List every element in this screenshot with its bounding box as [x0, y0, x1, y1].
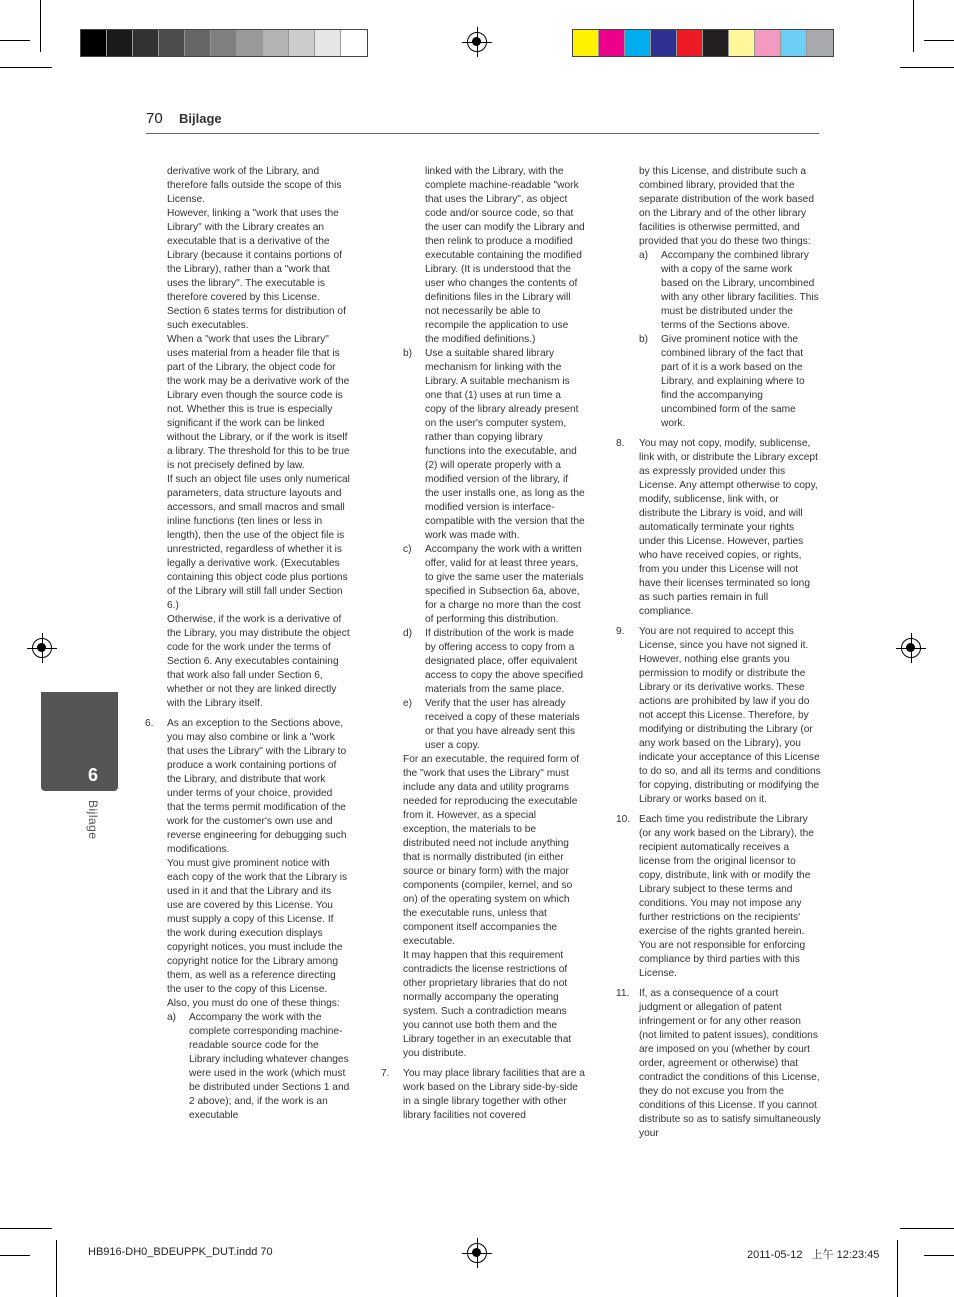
section-title: Bijlage [179, 111, 222, 126]
sub-item [639, 333, 821, 431]
paragraph: derivative work of the Library, and therefore falls outside the scope of this License. [167, 166, 342, 205]
crop-mark [913, 0, 914, 52]
item-letter: a) [639, 250, 649, 261]
item-text: Accompany the work with a written offer, valid for at least three years, to give the same user the materials specified in Subsection 6a, above, for a charge no more than the cost of performing this distribution. [425, 544, 584, 625]
item-text: Give prominent notice with the combined library of the fact that part of it is a work based on the Library, and explaining where to find the accompanying uncombined form of the same work. [661, 334, 805, 429]
text-column-1 [145, 165, 350, 1123]
paragraph: When a "work that uses the Library" uses material from a header file that is part of the Library, the object code for the work may be a derivative work of the Library even though the source code is not. Whether this is true is especially significant if the work can be linked without the Library, or if the work is itself a library. The threshold for this to be true is not precisely defined by law. [167, 334, 350, 471]
crop-mark [0, 1255, 30, 1256]
header-rule [146, 133, 819, 134]
registration-mark-icon [901, 638, 921, 658]
item-text: Use a suitable shared library mechanism for linking with the Library. A suitable mechanism is one that (1) uses at run time a copy of the library already present on the user's computer system, rather than copying library functions into the executable, and (2) will operate properly with a modified version of the library, if the user installs one, as long as the modified version is interface-compatible with the version that the work was made with. [425, 348, 585, 541]
list-item [616, 987, 821, 1141]
item-number: 11. [616, 988, 630, 999]
list-item [616, 813, 821, 981]
item-letter: b) [403, 348, 413, 359]
page-number: 70 [146, 110, 163, 127]
process-color-bar [572, 29, 834, 57]
text-column-3 [616, 165, 821, 1141]
gray-color-bar [80, 29, 368, 57]
sub-item [403, 627, 585, 697]
sub-item [403, 347, 585, 543]
paragraph: Otherwise, if the work is a derivative of the Library, you may distribute the object code for the work under the terms of Section 6. Any executables containing that work also fall under Section 6, whether or not they are linked directly with the Library itself. [167, 614, 350, 709]
item-number: 7. [381, 1068, 390, 1079]
item-text: Verify that the user has already received a copy of these materials or that you have already sent this user a copy. [425, 698, 580, 751]
crop-mark [924, 1255, 954, 1256]
paragraph: linked with the Library, with the complete machine-readable "work that uses the Library", as object code and/or source code, so that the user can modify the Library and then relink to produce a modified executable containing the modified Library. (It is understood that the user who changes the contents of definitions files in the Library will not necessarily be able to recompile the application to use the modified definitions.) [425, 166, 585, 345]
item-text: If, as a consequence of a court judgment or allegation of patent infringement or for any other reason (not limited to patent issues), conditions are imposed on you (whether by court order, agreement or otherwise) that contradict the conditions of this License, they do not excuse you from the conditions of this License. If you cannot distribute so as to satisfy simultaneously your [639, 988, 821, 1139]
list-item [616, 625, 821, 807]
text-column-2 [381, 165, 585, 1123]
item-number: 6. [145, 718, 154, 729]
paragraph: As an exception to the Sections above, you may also combine or link a "work that uses the Library" with the Library to produce a work containing portions of the Library, and distribute that work under terms of your choice, provided that the terms permit modification of the work for the customer's own use and reverse engineering for debugging such modifications. [167, 718, 347, 855]
registration-mark-icon [467, 1243, 487, 1263]
item-letter: c) [403, 544, 412, 555]
item-text: If distribution of the work is made by offering access to copy from a designated place, offer equivalent access to copy the above specified materials from the same place. [425, 628, 584, 695]
item-text: Accompany the work with the complete corresponding machine-readable source code for the Library including whatever changes were used in the work (which must be distributed under Sections 1 and 2 above); and, if the work is an executable [189, 1012, 350, 1121]
paragraph: For an executable, the required form of the "work that uses the Library" must include any data and utility programs needed for reproducing the executable from it. However, as a special exception, the materials to be distributed need not include anything that is normally distributed (in either source or binary form) with the major components (compiler, kernel, and so on) of the operating system on which the executable runs, unless that component itself accompanies the executable. [403, 754, 580, 947]
item-text: Accompany the combined library with a copy of the same work based on the Library, uncombined with any other library facilities. This must be distributed under the terms of the Sections above. [661, 250, 819, 331]
crop-mark [897, 1240, 898, 1297]
paragraph: However, linking a "work that uses the Library" with the Library creates an executable that is a derivative of the Library (because it contains portions of the Library), rather than a "work that uses the library". The executable is therefore covered by this License. Section 6 states terms for distribution of such executables. [167, 208, 346, 331]
registration-mark-icon [32, 638, 52, 658]
chapter-label: Bijlage [86, 800, 100, 840]
list-item [145, 717, 350, 1123]
list-item [616, 437, 821, 619]
item-letter: d) [403, 628, 413, 639]
paragraph: It may happen that this requirement contradicts the license restrictions of other proprietary libraries that do not normally accompany the operating system. Such a contradiction means you cannot use both them and the Library together in an executable that you distribute. [403, 950, 572, 1059]
item-letter: b) [639, 334, 649, 345]
chapter-number: 6 [88, 765, 99, 785]
sub-item [403, 543, 585, 627]
sub-item [167, 1011, 350, 1123]
item-text: You may not copy, modify, sublicense, link with, or distribute the Library except as expressly provided under this License. Any attempt otherwise to copy, modify, sublicense, link with, or distribute the Library is void, and will automatically terminate your rights under this License. However, parties who have received copies, or rights, from you under this License will not have their licenses terminated so long as such parties remain in full compliance. [639, 438, 818, 617]
crop-mark [900, 67, 954, 68]
item-letter: e) [403, 698, 413, 709]
sub-item [403, 697, 585, 753]
slug-date: 2011-05-12 [747, 1249, 803, 1261]
item-text: You may place library facilities that are a work based on the Library side-by-side in a single library together with other library facilities not covered [403, 1068, 585, 1121]
item-number: 10. [616, 814, 631, 825]
item-number: 9. [616, 626, 625, 637]
crop-mark [900, 1228, 954, 1229]
item-number: 8. [616, 438, 625, 449]
crop-mark [924, 40, 954, 41]
date-slug [747, 1246, 879, 1262]
registration-mark-icon [467, 32, 487, 52]
item-text: Each time you redistribute the Library (or any work based on the Library), the recipient automatically receives a license from the original licensor to copy, distribute, link with or modify the Library subject to these terms and conditions. You may not impose any further restrictions on the recipients' exercise of the rights granted herein. You are not responsible for enforcing compliance by third parties with this License. [639, 814, 814, 979]
crop-mark [40, 0, 41, 52]
crop-mark [0, 40, 30, 41]
file-slug: HB916-DH0_BDEUPPK_DUT.indd 70 [88, 1246, 273, 1258]
chapter-tab [41, 692, 118, 791]
slug-time: 上午 12:23:45 [811, 1249, 880, 1261]
sub-item [639, 249, 821, 333]
list-item [381, 1067, 585, 1123]
item-letter: a) [167, 1012, 177, 1023]
crop-mark [56, 1240, 57, 1297]
paragraph: If such an object file uses only numerical parameters, data structure layouts and accessors, and small macros and small inline functions (ten lines or less in length), then the use of the object file is unrestricted, regardless of whether it is legally a derivative work. (Executables containing this object code plus portions of the Library will still fall under Section 6.) [167, 474, 350, 611]
paragraph: by this License, and distribute such a combined library, provided that the separate distribution of the work based on the Library and of the other library facilities is otherwise permitted, and provided that you do these two things: [639, 166, 814, 247]
item-text: You are not required to accept this License, since you have not signed it. However, nothing else grants you permission to modify or distribute the Library or its derivative works. These actions are prohibited by law if you do not accept this License. Therefore, by modifying or distributing the Library (or any work based on the Library), you indicate your acceptance of this License to do so, and all its terms and conditions for copying, distributing or modifying the Library or works based on it. [639, 626, 821, 805]
crop-mark [0, 1228, 52, 1229]
paragraph: You must give prominent notice with each copy of the work that the Library is used in it and that the Library and its use are covered by this License. You must supply a copy of this License. If the work during execution displays copyright notices, you must include the copyright notice for the Library among them, as well as a reference directing the user to the copy of this License. Also, you must do one of these things: [167, 858, 348, 1009]
crop-mark [0, 67, 52, 68]
